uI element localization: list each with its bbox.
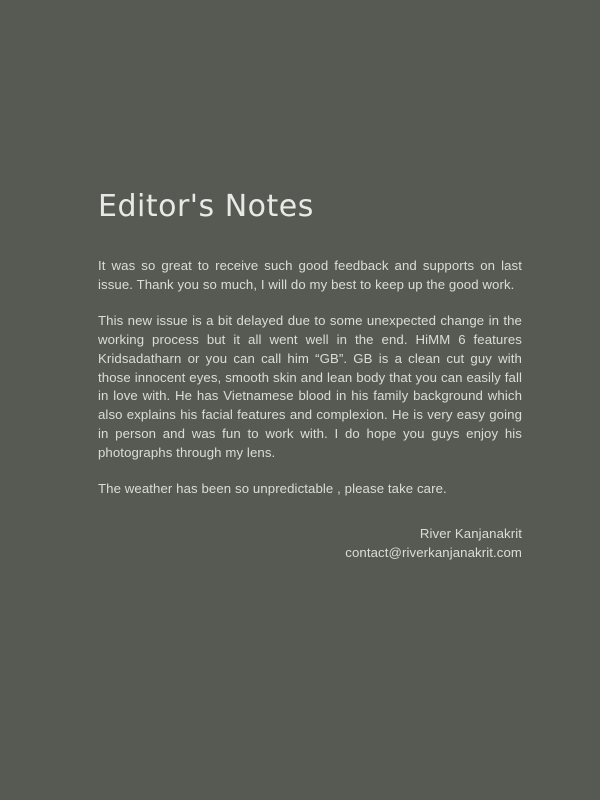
editorial-content	[98, 190, 522, 563]
page-title: Editor's Notes	[98, 189, 314, 224]
editorial-paragraph-3: The weather has been so unpredictable , please take care.	[98, 481, 447, 497]
editorial-paragraph-2: This new issue is a bit delayed due to some unexpected change in the working process but it all went well in the end. HiMM 6 features Kridsadatharn or you can call him “GB”. GB is a clean cut guy with those innocent eyes, smooth skin and lean body that you can easily fall in love with. He has Vietnamese blood in his family background which also explains his facial features and complexion. He is very easy going in person and was fun to work with. I do hope you guys enjoy his photographs through my lens.	[98, 313, 522, 460]
editorial-paragraph-1: It was so great to receive such good feedback and supports on last issue. Thank you so much, I will do my best to keep up the good work.	[98, 258, 522, 292]
signature-block	[98, 525, 522, 562]
signature-name: River Kanjanakrit	[419, 526, 522, 542]
signature-email: contact@riverkanjanakrit.com	[345, 544, 522, 560]
